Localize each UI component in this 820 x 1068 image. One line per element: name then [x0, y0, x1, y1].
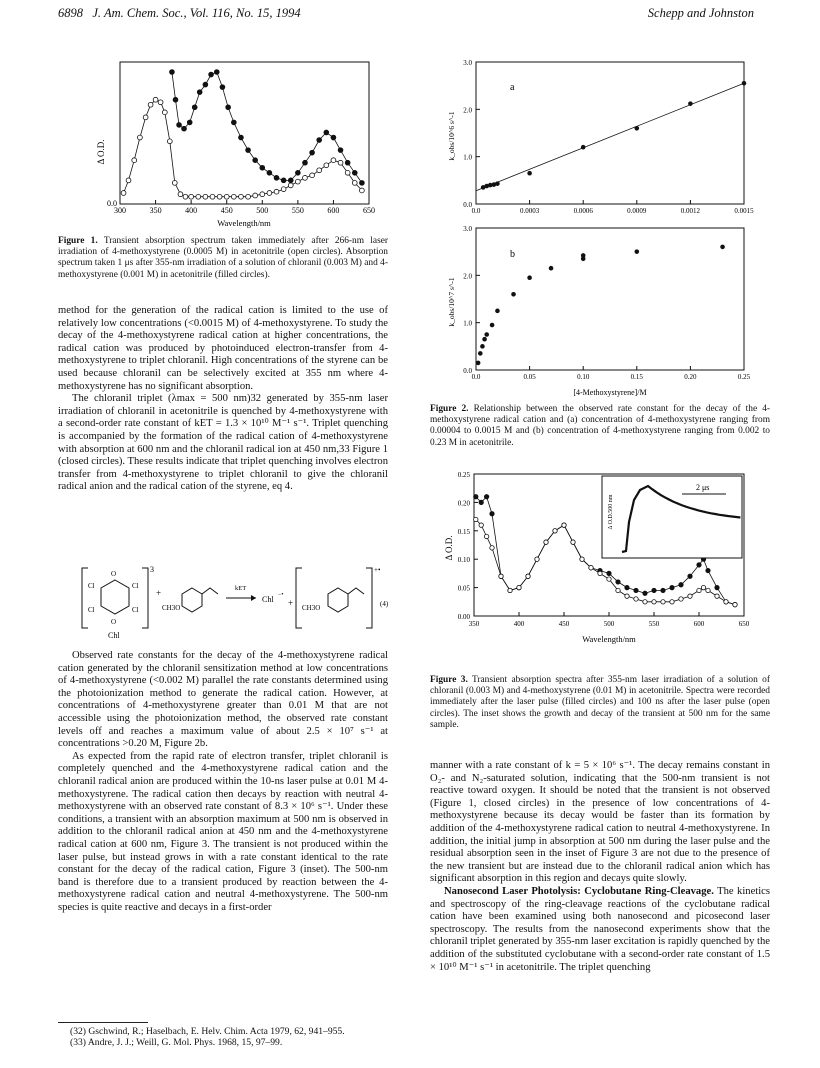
figure1-open-point [138, 135, 143, 140]
figure1-filled-point [220, 85, 225, 90]
figure1-filled-point [295, 170, 300, 175]
figure3-open-point [544, 540, 548, 544]
figure3-filled-point [652, 588, 656, 592]
svg-text:+: + [156, 588, 162, 598]
figure1-open-point [324, 163, 329, 168]
figure3-open-point [571, 540, 575, 544]
figure2a-xtick-label: 0.0 [471, 207, 481, 215]
figure1-chart [80, 52, 380, 230]
figure2-caption [430, 404, 770, 449]
figure3-open-point [652, 600, 656, 604]
figure1-open-point [153, 97, 158, 102]
figure2b-point [482, 337, 487, 342]
figure3-caption [430, 675, 770, 731]
scheme-chl-anion: Chl [262, 595, 274, 604]
figure1-filled-point [303, 160, 308, 165]
figure3-open-point [490, 546, 494, 550]
footnote-33: (33) Andre, J. J.; Weill, G. Mol. Phys. 1968, 15, 97–99. [70, 1037, 283, 1049]
figure1-open-point [172, 180, 177, 185]
figure3-xtick-label: 650 [738, 620, 750, 628]
figure1-open-point [167, 139, 172, 144]
figure3-ytick-label: 0.15 [457, 527, 470, 536]
figure1-caption-text: Transient absorption spectrum taken immediately after 266-nm laser irradiation of 4-methoxystyrene (0.0005 M) in acetonitrile (open circles). Absorption spectrum taken 1 μs after 355-nm irradiation of a solution of chloranil (0.003 M) and 4-methoxystyrene (0.001 M) in acetonitrile (filled circles). [58, 236, 388, 280]
figure2a-ytick-label: 1.0 [463, 153, 472, 162]
figure1-open-point [224, 194, 229, 199]
figure3-open-point [580, 557, 584, 561]
figure1-open-point [338, 160, 343, 165]
scheme-chl-label: Chl [108, 631, 120, 640]
figure1-xtick-label: 500 [256, 206, 269, 215]
footnote-32: (32) Gschwind, R.; Haselbach, E. Helv. Chim. Acta 1979, 62, 941–955. [70, 1026, 345, 1037]
figure2a-point [742, 81, 747, 86]
figure1-open-point [303, 175, 308, 180]
figure2b-ylabel: k_obs/10^7 s^-1 [447, 277, 456, 327]
figure1-open-point [203, 194, 208, 199]
figure2a-point [581, 145, 586, 150]
figure2b-point [480, 344, 485, 349]
figure2a-ylabel: k_obs/10^6 s^-1 [447, 111, 456, 161]
figure3-caption-text: Transient absorption spectra after 355-nm laser irradiation of a solution of chloranil (0.003 M) and 4-methoxystyrene (0.01 M) in acetonitrile. Spectra were recorded immediately after the laser pulse (filled circles) and 100 ns after the laser pulse (open circles). The inset shows the growth and decay of the transient at 500 nm for the same sample. [430, 675, 770, 730]
left-column-upper [58, 305, 388, 494]
svg-text:3: 3 [150, 565, 154, 574]
figure3-xtick-label: 600 [693, 620, 705, 628]
figure2-caption-text: Relationship between the observed rate constant for the decay of the 4-methoxystyrene radical cation and (a) concentration of 4-methoxystyrene ranging from 0.00004 to 0.0015 M and (b) concentration of 4-methoxystyrene ranging from 0.002 to 0.23 M in acetonitrile. [430, 404, 771, 448]
figure1-open-point [132, 158, 137, 163]
figure3-ytick-label: 0.00 [457, 613, 470, 621]
figure1-open-point [345, 170, 350, 175]
figure1-filled-point [177, 123, 182, 128]
figure1-open-point [359, 188, 364, 193]
page-number: 6898 [58, 6, 83, 20]
figure3-chart [436, 462, 766, 652]
figure1-ylabel: Δ O.D. [96, 139, 106, 165]
figure1-filled-point [182, 126, 187, 131]
section-heading: Nanosecond Laser Photolysis: Cyclobutane Ring-Cleavage. [444, 885, 714, 897]
figure1-filled-point [209, 72, 214, 77]
figure2b-xtick-label: 0.0 [471, 373, 481, 381]
figure1-open-point [331, 158, 336, 163]
svg-text:+: + [288, 598, 294, 608]
figure2b-point [476, 361, 481, 366]
figure1-open-point [231, 194, 236, 199]
figure3-xtick-label: 550 [648, 620, 660, 628]
figure2b-point [549, 266, 554, 271]
figure1-caption-label: Figure 1. [58, 236, 98, 246]
figure3-open-point [679, 597, 683, 601]
figure2b-xtick-label: 0.25 [737, 373, 751, 381]
figure1-open-point [126, 178, 131, 183]
figure3-open-point [670, 600, 674, 604]
figure1-filled-point [246, 148, 251, 153]
figure1-filled-point [226, 105, 231, 110]
figure2b-point [511, 292, 516, 297]
figure1-open-point [178, 192, 183, 197]
figure1-filled-point [170, 70, 175, 75]
figure3-open-point [535, 557, 539, 561]
figure3-filled-point [661, 588, 665, 592]
figure2-caption-label: Figure 2. [430, 404, 469, 414]
figure2-panel-b: b [510, 249, 515, 260]
figure3-ytick-label: 0.25 [457, 471, 470, 479]
figure2-chart [440, 52, 760, 427]
figure3-filled-point [634, 588, 638, 592]
footnotes [70, 1026, 390, 1048]
figure1-filled-point [267, 170, 272, 175]
figure3-open-point [474, 517, 478, 521]
figure2-xlabel: [4-Methoxystyrene]/M [573, 388, 647, 397]
figure1-open-point [189, 194, 194, 199]
figure1-filled-point [187, 120, 192, 125]
figure3-open-point [715, 594, 719, 598]
figure1-filled-point [352, 170, 357, 175]
left-para-1: method for the generation of the radical cation is limited to the use of relatively low concentrations (<0.0015 M) of 4-methoxystyrene. To study the decay of the 4-methoxystyrene radical cation at higher concentrations, the radical cation was produced by photoinduced electron-transfer from 4-methoxystyrene to triplet chloranil. High concentrations of the styrene can be used because chloranil can be selectively excited at 355 nm where 4-methoxystyrene has no significant absorption. [58, 305, 388, 392]
figure2b-xtick-label: 0.15 [630, 373, 643, 381]
figure1-filled-point [231, 120, 236, 125]
figure2b-point [484, 332, 489, 337]
figure3-ytick-label: 0.05 [457, 584, 470, 593]
figure2b-point [635, 249, 640, 254]
figure3-open-point [598, 571, 602, 575]
figure1-open-point [196, 194, 201, 199]
figure1-xtick-label: 600 [327, 206, 340, 215]
figure1-filled-point [173, 97, 178, 102]
figure2b-xtick-label: 0.05 [523, 373, 536, 381]
figure2b-point [490, 323, 495, 328]
figure1-filled-point [324, 130, 329, 135]
figure3-filled-point [607, 571, 611, 575]
figure1-filled-point [281, 178, 286, 183]
figure1-filled-point [260, 165, 265, 170]
figure3-filled-point [616, 580, 620, 584]
figure2a-xtick-label: 0.0006 [573, 207, 593, 215]
svg-text:Cl: Cl [132, 606, 139, 614]
figure1-open-point [310, 173, 315, 178]
figure1-filled-point [338, 148, 343, 153]
figure1-open-point [143, 115, 148, 120]
figure3-open-point [706, 588, 710, 592]
figure1-filled-point [239, 135, 244, 140]
figure3-open-point [697, 588, 701, 592]
figure1-open-point [267, 191, 272, 196]
figure3-filled-point [474, 495, 478, 499]
figure3-filled-point [715, 585, 719, 589]
figure3-open-point [499, 574, 503, 578]
figure2b-point [720, 245, 725, 250]
left-para-2: The chloranil triplet (λmax = 500 nm)32 generated by 355-nm laser irradiation of chloranil in acetonitrile is quenched by 4-methoxystyrene with a second-order rate constant of kET = 1.3 × 10¹⁰ M⁻¹ s⁻¹. Triplet quenching is accompanied by the formation of the radical cation of 4-methoxystyrene with absorption at 600 nm and the chloranil radical ion at 450 nm,33 Figure 1 (closed circles). These results indicate that triplet quenching involves electron transfer from 4-methoxystyrene to triplet chloranil to give the chloranil radical anion and the radical cation of the styrene, eq 4. [58, 393, 388, 493]
figure3-ylabel: Δ O.D. [444, 535, 454, 561]
figure2a-point [495, 181, 500, 186]
svg-text:Cl: Cl [88, 606, 95, 614]
svg-text:Cl: Cl [132, 582, 139, 590]
figure1-open-point [121, 191, 126, 196]
figure2b-point [495, 309, 500, 314]
figure1-open-point [253, 193, 258, 198]
figure2b-point [527, 275, 532, 280]
figure1-open-point [158, 100, 163, 105]
figure1-xlabel: Wavelength/nm [217, 218, 271, 228]
figure2a-xtick-label: 0.0012 [680, 207, 701, 215]
figure1-open-point [148, 102, 153, 107]
figure1-filled-line [172, 72, 362, 183]
figure3-filled-point [625, 585, 629, 589]
scheme-ch3o-1: CH3O [162, 604, 181, 612]
figure3-filled-point [688, 574, 692, 578]
svg-text:+•: +• [374, 566, 381, 574]
figure3-open-point [625, 594, 629, 598]
figure2b-ytick-label: 1.0 [463, 319, 472, 328]
figure3-ytick-label: 0.20 [457, 499, 470, 508]
left-para-4: As expected from the rapid rate of electron transfer, triplet chloranil is completely quenched and the 4-methoxystyrene radical cation and the chloranil radical anion are produced within the 10-ns laser pulse at 0.01 M 4-methoxystyrene. The radical cation then decays by reaction with neutral 4-methoxystyrene with an observed rate constant of 8.3 × 10⁶ s⁻¹. Under these conditions, a transient with an absorption maximum at 500 nm is observed in addition to the chloranil radical anion at 450 nm and the 4-methoxystyrene radical cation at 600 nm, Figure 3. The transient is not produced within the laser pulse, but instead grows in with a rate constant identical to the rate constant for the decay of the radical cation, Figure 3 (inset). The 500-nm band is therefore due to a transient produced by reaction between the 4-methoxystyrene radical cation and neutral 4-methoxystyrene. The 500-nm species is quite reactive and decays in a first-order [58, 750, 388, 913]
figure1-filled-point [214, 70, 219, 75]
figure3-open-point [517, 585, 521, 589]
figure2a-point [688, 101, 693, 106]
scheme-ch3o-2: CH3O [302, 604, 321, 612]
figure3-filled-point [706, 568, 710, 572]
figure3-open-point [607, 577, 611, 581]
figure1-open-line [124, 100, 362, 197]
figure3-open-point [661, 600, 665, 604]
svg-text:O: O [111, 570, 117, 578]
figure1-open-point [281, 187, 286, 192]
right-para-2: The kinetics and spectroscopy of the ring-cleavage reactions of the cyclobutane radical cation have been examined using both nanosecond and picosecond laser spectroscopy. The results from the nanosecond experiments show that the chloranil triplet generated by 355-nm laser excitation is rapidly quenched by the addition of the substituted cyclobutane with a second-order rate constant of 1.5 × 10¹⁰ M⁻¹ s⁻¹ in acetonitrile. The triplet quenching [430, 885, 770, 973]
figure3-xtick-label: 500 [603, 620, 615, 628]
figure2a-fit-line [476, 83, 744, 190]
figure1-open-point [317, 168, 322, 173]
figure1-filled-point [310, 150, 315, 155]
figure3-open-point [589, 566, 593, 570]
figure3-xtick-label: 400 [513, 620, 525, 628]
figure2b-point [581, 253, 586, 258]
figure2b-ytick-label: 3.0 [463, 225, 472, 233]
figure3-open-point [634, 597, 638, 601]
figure2a-ytick-label: 0.0 [463, 201, 472, 209]
figure1-xtick-label: 650 [363, 206, 375, 215]
figure1-filled-point [331, 135, 336, 140]
running-authors: Schepp and Johnston [647, 6, 754, 20]
figure2a-xtick-label: 0.0009 [627, 207, 647, 215]
figure3-open-point [508, 588, 512, 592]
figure1-filled-point [359, 180, 364, 185]
figure1-filled-point [253, 158, 258, 163]
journal-citation: J. Am. Chem. Soc., Vol. 116, No. 15, 1994 [92, 6, 301, 20]
figure1-open-point [162, 110, 167, 115]
figure1-filled-point [197, 90, 202, 95]
reaction-scheme-eq4 [80, 560, 390, 640]
figure3-filled-point [679, 583, 683, 587]
figure3-open-point [616, 588, 620, 592]
figure1-xtick-label: 550 [291, 206, 304, 215]
footnote-rule [58, 1022, 148, 1023]
right-para-1: manner with a rate constant of k = 5 × 10⁶ s⁻¹. The decay remains constant in O₂- and N₂-saturated solution, indicating that the 500-nm transient is not reactive toward oxygen. It should be noted that the transient is not observed (Figure 1, closed circles) in the presence of low concentrations of 4-methoxystyrene because its decay would be faster than its formation by addition of the 4-methoxystyrene radical cation to neutral 4-methoxystyrene. In addition, the initial jump in absorption at 500 nm during the laser pulse and the residual absorption seen in the inset of Figure 3 are not due to the presence of the new transient but are instead due to the chloranil radical anion which has significant absorption in this region and decays quite slowly. [430, 760, 770, 885]
figure1-caption [58, 236, 388, 281]
figure1-open-point [210, 194, 215, 199]
svg-text:O: O [111, 618, 117, 626]
figure3-filled-point [697, 563, 701, 567]
figure3-open-point [526, 574, 530, 578]
figure3-filled-point [479, 500, 483, 504]
figure3-xtick-label: 450 [558, 620, 570, 628]
figure1-filled-point [288, 178, 293, 183]
figure1-open-point [295, 179, 300, 184]
figure3-open-point [553, 529, 557, 533]
figure1-filled-point [345, 160, 350, 165]
scheme-ket: kET [235, 585, 247, 592]
figure1-xtick-label: 450 [220, 206, 233, 215]
figure2a-point [527, 171, 532, 176]
figure2b-ytick-label: 2.0 [463, 272, 472, 281]
figure3-xlabel: Wavelength/nm [582, 634, 636, 644]
figure2a-ytick-label: 3.0 [463, 59, 472, 67]
svg-text:Cl: Cl [88, 582, 95, 590]
figure1-open-point [183, 194, 188, 199]
figure1-open-point [288, 183, 293, 188]
figure1-xtick-label: 400 [185, 206, 198, 215]
scheme-eq-number: (4) [380, 600, 389, 608]
figure3-caption-label: Figure 3. [430, 675, 468, 685]
figure1-open-point [246, 194, 251, 199]
figure2a-xtick-label: 0.0003 [519, 207, 540, 215]
figure3-open-point [701, 585, 705, 589]
figure2b-point [478, 351, 483, 356]
figure3-open-point [688, 594, 692, 598]
figure1-open-point [217, 194, 222, 199]
svg-text:−•: −• [278, 592, 284, 598]
figure3-inset-ylabel: Δ O.D.500 nm [608, 494, 614, 530]
figure3-filled-point [643, 591, 647, 595]
figure3-open-point [643, 600, 647, 604]
figure3-inset-time: 2 μs [696, 483, 710, 492]
figure1-filled-point [317, 138, 322, 143]
figure1-filled-point [203, 82, 208, 87]
right-column [430, 760, 770, 974]
left-para-3: Observed rate constants for the decay of the 4-methoxystyrene radical cation generated by the chloranil sensitization method at low concentrations of 4-methoxystyrene (<0.002 M) parallel the rate constants determined using the photoionization method to generate the radical cation. However, at concentrations of 4-methoxystyrene greater than 0.01 M that are not accessible using the photoionization method, the observed rate constant levels off and reaches a maximum value of about 2.5 × 10⁷ s⁻¹ at concentrations >0.20 M, Figure 2b. [58, 650, 388, 750]
figure3-open-point [562, 523, 566, 527]
figure3-open-point [733, 602, 737, 606]
figure2-panel-a: a [510, 82, 515, 93]
figure3-filled-point [670, 585, 674, 589]
left-column-lower [58, 650, 388, 914]
figure3-open-point [479, 523, 483, 527]
figure2a-xtick-label: 0.0015 [734, 207, 754, 215]
figure1-open-point [352, 180, 357, 185]
figure3-open-point [724, 600, 728, 604]
figure3-ytick-label: 0.10 [457, 556, 470, 565]
figure2a-ytick-label: 2.0 [463, 106, 472, 115]
figure1-filled-point [274, 175, 279, 180]
figure3-open-point [484, 534, 488, 538]
figure3-filled-point [484, 495, 488, 499]
figure1-filled-point [192, 105, 197, 110]
figure1-open-point [239, 194, 244, 199]
figure3-filled-point [490, 512, 494, 516]
figure1-ytick-label: 0.0 [107, 199, 117, 208]
figure2b-xtick-label: 0.20 [684, 373, 697, 381]
figure1-xtick-label: 300 [114, 206, 126, 215]
figure2b-ytick-label: 0.0 [463, 367, 472, 375]
figure2a-point [635, 126, 640, 131]
figure1-xtick-label: 350 [149, 206, 162, 215]
figure1-open-point [274, 189, 279, 194]
figure1-open-point [260, 192, 265, 197]
figure2b-xtick-label: 0.10 [577, 373, 590, 381]
page-header-left [58, 6, 301, 21]
figure3-xtick-label: 350 [468, 620, 480, 628]
